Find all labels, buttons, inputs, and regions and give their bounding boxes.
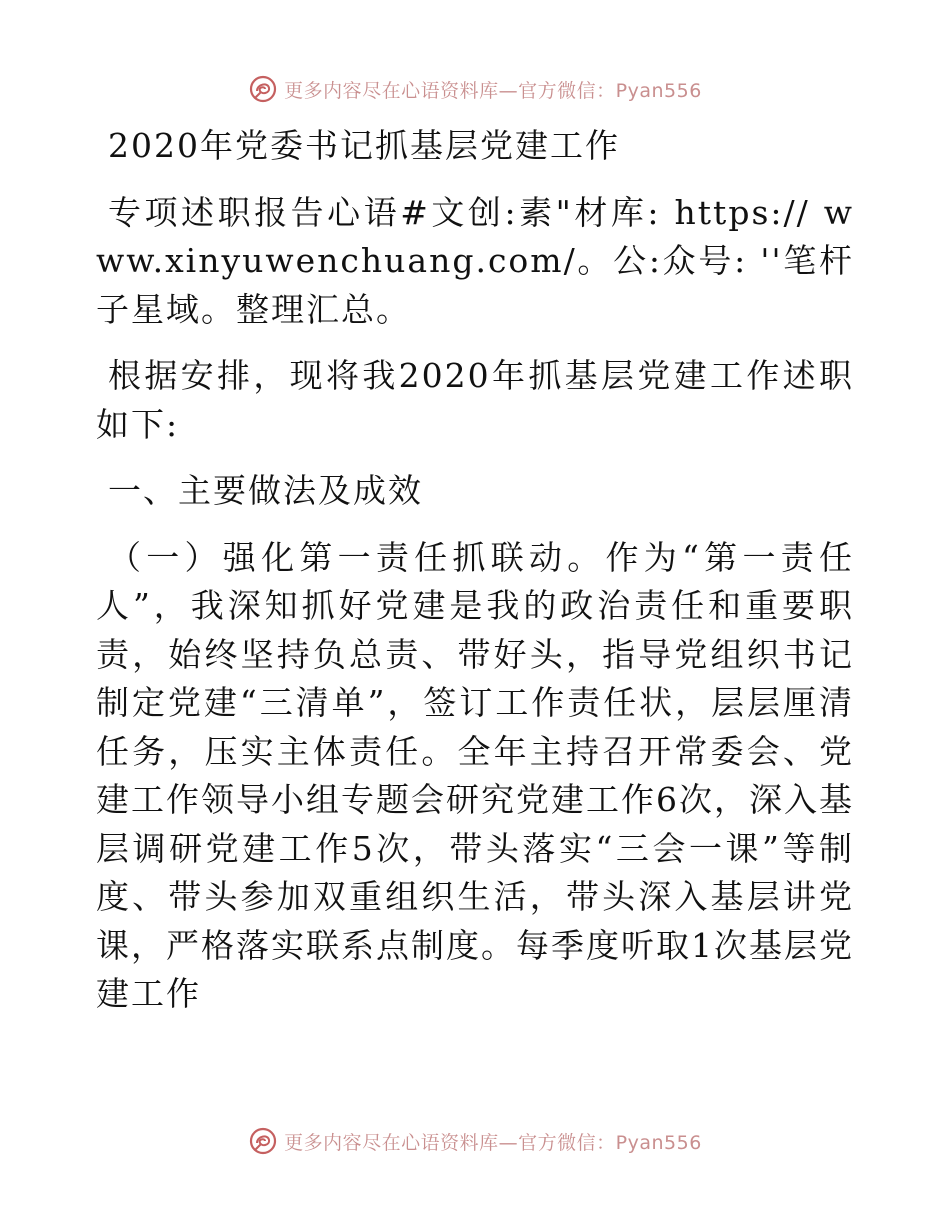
watermark-text: 更多内容尽在心语资料库—官方微信：Pyan556	[284, 1131, 702, 1154]
document-title: 2020年党委书记抓基层党建工作	[108, 126, 620, 165]
header-watermark	[0, 74, 950, 104]
rose-logo-icon	[248, 74, 278, 104]
section-heading: 一、主要做法及成效	[108, 471, 423, 510]
rose-logo-icon	[248, 1126, 278, 1156]
document-body	[96, 122, 854, 1019]
watermark-text: 更多内容尽在心语资料库—官方微信：Pyan556	[284, 79, 702, 102]
document-subtitle: 专项述职报告心语#文创:素"材库: https:// www.xinyuwenchuang.com/。公:众号: ''笔杆子星域。整理汇总。	[96, 192, 854, 329]
intro-paragraph: 根据安排，现将我2020年抓基层党建工作述职如下:	[96, 356, 854, 444]
body-paragraph: （一）强化第一责任抓联动。作为“第一责任人”，我深知抓好党建是我的政治责任和重要职责，始终坚持负总责、带好头，指导党组织书记制定党建“三清单”，签订工作责任状，层层厘清任务，压实主体责任。全年主持召开常委会、党建工作领导小组专题会研究党建工作6次，深入基层调研党建工作5次，带头落实“三会一课”等制度、带头参加双重组织生活，带头深入基层讲党课，严格落实联系点制度。每季度听取1次基层党建工作	[96, 537, 854, 1013]
footer-watermark	[0, 1126, 950, 1156]
